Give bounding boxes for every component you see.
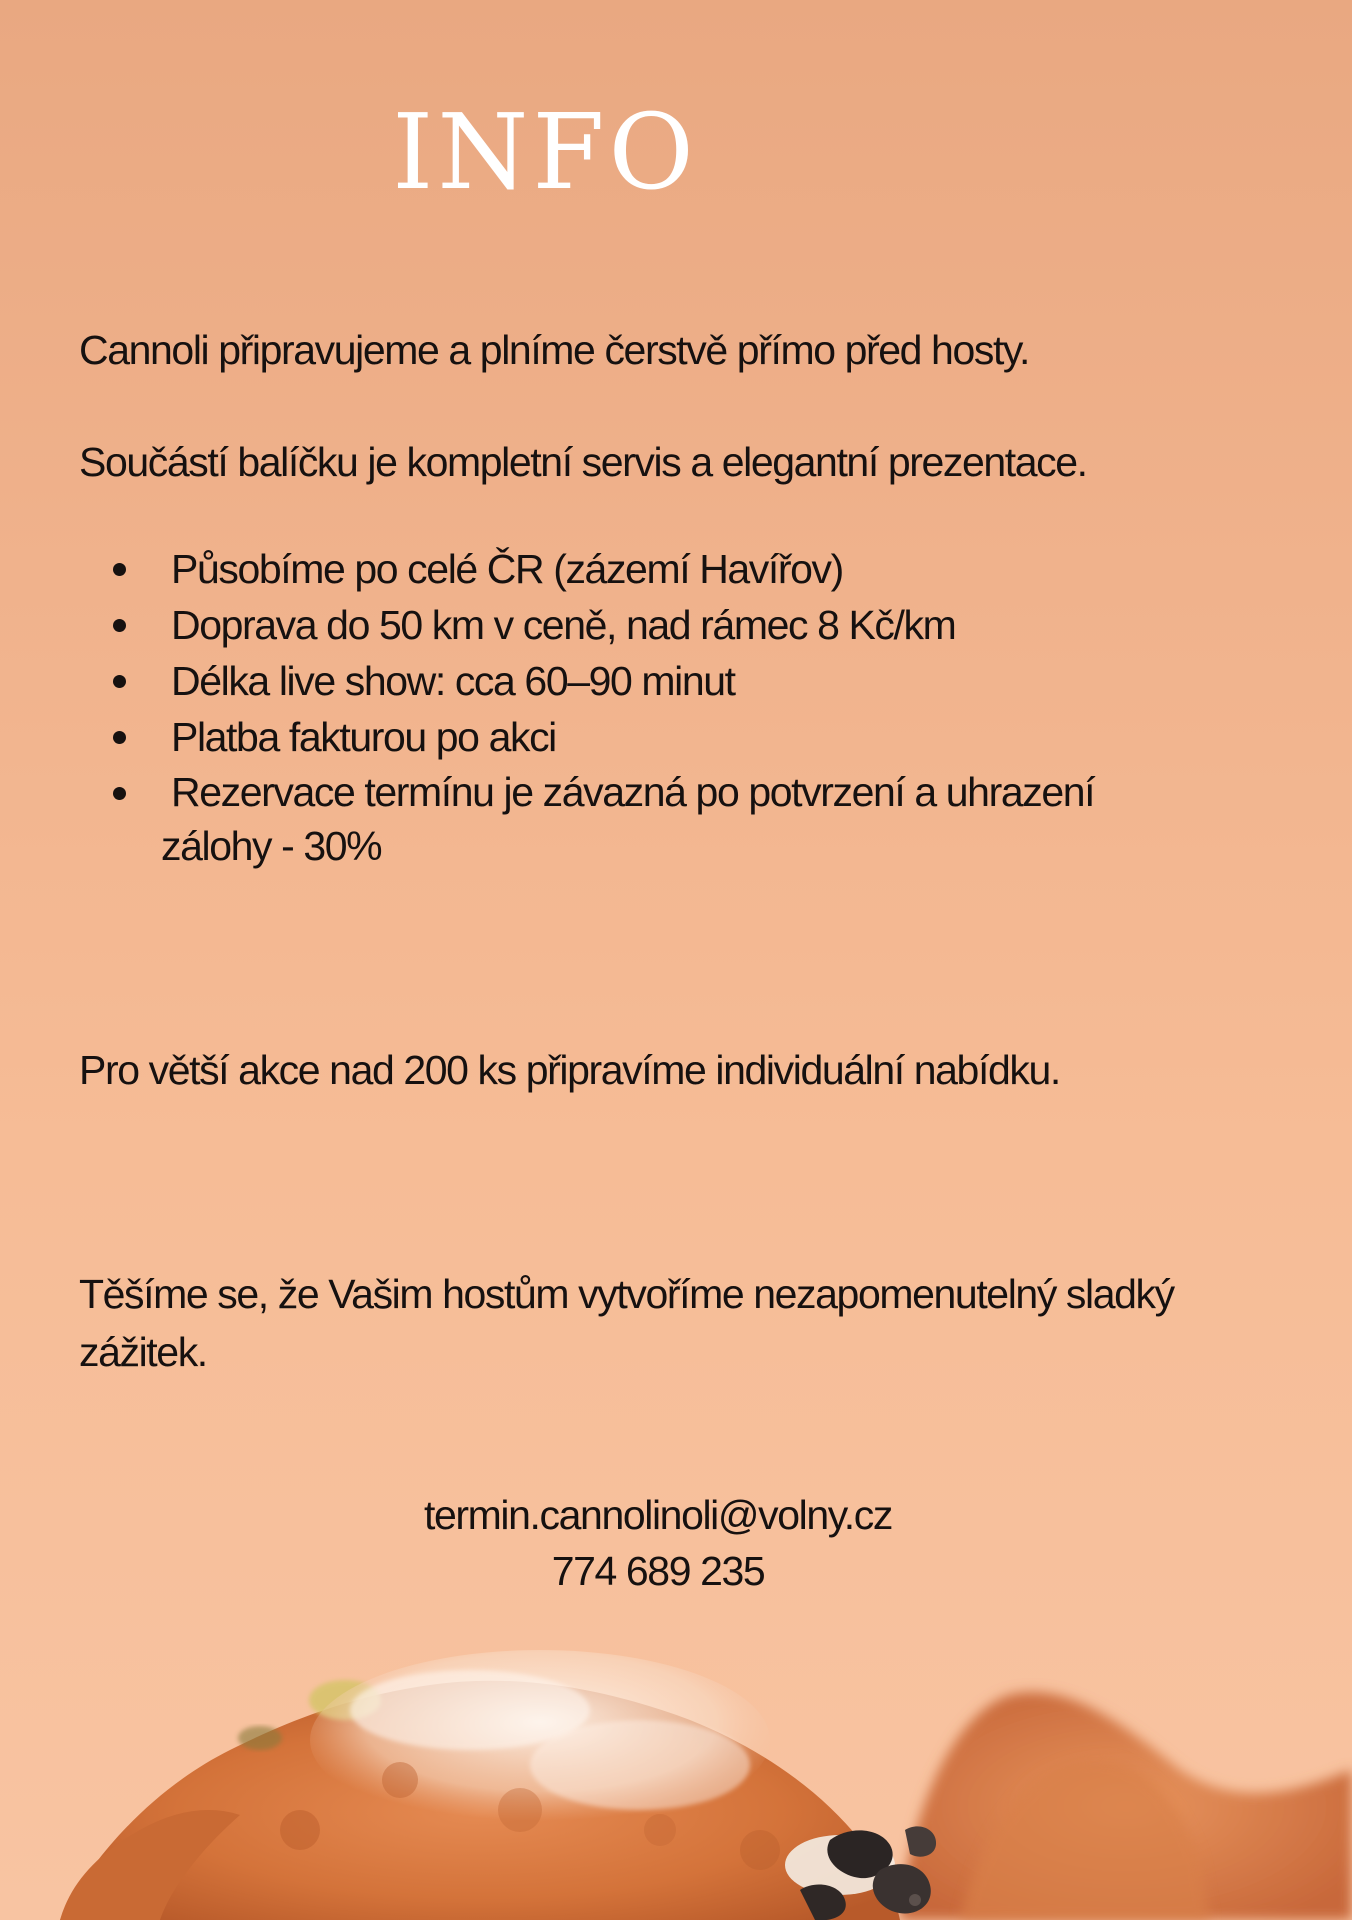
bullet-text: Doprava do 50 km v ceně, nad rámec 8 Kč/km xyxy=(171,602,956,648)
page-title: INFO xyxy=(392,91,698,213)
info-bullet-list xyxy=(79,541,1279,873)
bullet-item xyxy=(79,765,1279,873)
cannoli-pastry-image xyxy=(0,1600,1352,1920)
bullet-item xyxy=(79,597,1279,653)
large-events-note: Pro větší akce nad 200 ks připravíme individuální nabídku. xyxy=(79,1047,1060,1093)
bullet-text: Působíme po celé ČR (zázemí Havířov) xyxy=(171,546,843,592)
closing-message: Těšíme se, že Vašim hostům vytvoříme nezapomenutelný sladký zážitek. xyxy=(79,1271,1174,1375)
bullet-item xyxy=(79,541,1279,597)
bullet-item xyxy=(79,653,1279,709)
bullet-dot-icon xyxy=(113,563,126,576)
bullet-text-continued: zálohy - 30% xyxy=(161,823,382,869)
bullet-text: Rezervace termínu je závazná po potvrzení a uhrazení xyxy=(171,769,1095,815)
bullet-text: Platba fakturou po akci xyxy=(171,714,556,760)
contact-phone[interactable]: 774 689 235 xyxy=(551,1548,765,1594)
bullet-dot-icon xyxy=(113,619,126,632)
intro-line-fresh: Cannoli připravujeme a plníme čerstvě přímo před hosty. xyxy=(79,327,1029,373)
contact-block xyxy=(0,1487,1316,1599)
bullet-text: Délka live show: cca 60–90 minut xyxy=(171,658,735,704)
bullet-item xyxy=(79,709,1279,765)
bullet-dot-icon xyxy=(113,731,126,744)
bullet-dot-icon xyxy=(113,675,126,688)
intro-line-service: Součástí balíčku je kompletní servis a elegantní prezentace. xyxy=(79,439,1087,485)
contact-email[interactable]: termin.cannolinoli@volny.cz xyxy=(424,1492,892,1538)
bullet-dot-icon xyxy=(113,787,126,800)
